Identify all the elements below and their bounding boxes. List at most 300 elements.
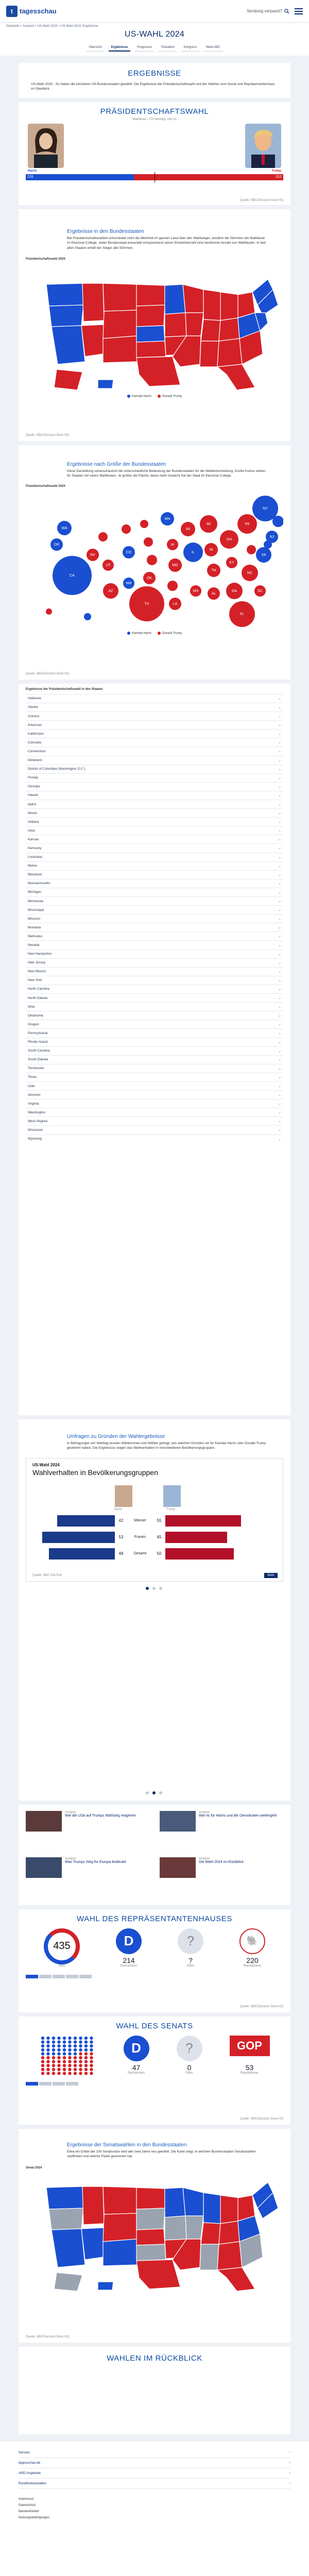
senate-seat bbox=[46, 2040, 49, 2043]
left-name: Harris bbox=[28, 169, 37, 173]
senate-seat bbox=[52, 2037, 55, 2040]
state-name: South Carolina bbox=[28, 1049, 50, 1053]
senate-card bbox=[19, 2016, 290, 2125]
senate-seat bbox=[73, 2067, 76, 2071]
state-name: Utah bbox=[28, 1084, 35, 1088]
chevron-down-icon: ⌄ bbox=[278, 1049, 281, 1053]
dem-survey-bar bbox=[42, 1532, 115, 1543]
state-row[interactable] bbox=[26, 861, 283, 870]
svg-text:MO: MO bbox=[172, 563, 178, 567]
state-name: North Dakota bbox=[28, 996, 48, 1000]
senate-seat bbox=[62, 2072, 65, 2075]
senate-seat bbox=[52, 2060, 55, 2063]
state-name: Washington bbox=[28, 1110, 46, 1114]
survey-heading: Umfragen zu Gründen der Wahlergebnisse bbox=[67, 1433, 165, 1439]
state-row[interactable] bbox=[26, 1125, 283, 1134]
footer-small-links bbox=[19, 2496, 290, 2521]
senate-seat bbox=[90, 2067, 93, 2071]
svg-text:IN: IN bbox=[209, 548, 213, 552]
chevron-down-icon: ⌄ bbox=[278, 882, 281, 886]
state-row[interactable] bbox=[26, 888, 283, 896]
senate-rep: GOP 53 Republikaner bbox=[230, 2036, 270, 2075]
chevron-down-icon: ⌄ bbox=[278, 829, 281, 833]
senate-seat bbox=[57, 2064, 60, 2067]
chevron-down-icon: ⌄ bbox=[278, 926, 281, 930]
dem-bar: 226 bbox=[26, 174, 134, 180]
senate-seat bbox=[41, 2040, 44, 2043]
senate-seat bbox=[52, 2072, 55, 2075]
survey-widget bbox=[26, 1458, 283, 1582]
state-row[interactable] bbox=[26, 853, 283, 861]
senate-seat bbox=[84, 2072, 87, 2075]
state-row[interactable] bbox=[26, 1108, 283, 1116]
chevron-down-icon: ⌄ bbox=[278, 715, 281, 719]
page-header bbox=[0, 29, 309, 56]
state-name: Massachusetts bbox=[28, 882, 50, 886]
senate-seat bbox=[79, 2052, 82, 2055]
tab-results[interactable]: Ergebnisse bbox=[109, 44, 130, 52]
senate-seat bbox=[84, 2064, 87, 2067]
senate-seat bbox=[84, 2052, 87, 2055]
map3-source: Quelle: NBC/Decision Desk HQ bbox=[26, 2335, 70, 2338]
state-name: Iowa bbox=[28, 828, 35, 833]
state-name: Hawaii bbox=[28, 793, 38, 798]
senate-source: Quelle: NBC/Decision Desk HQ bbox=[239, 2117, 283, 2121]
teaser-2[interactable]: Analyse Was Trumps Sieg für Europa bedeutet bbox=[26, 1857, 149, 1899]
state-row[interactable] bbox=[26, 931, 283, 940]
senate-seat bbox=[68, 2040, 71, 2043]
chevron-down-icon: ⌄ bbox=[278, 820, 281, 824]
senate-seat bbox=[68, 2056, 71, 2059]
chevron-down-icon: ⌄ bbox=[278, 873, 281, 877]
map1-intro bbox=[67, 229, 268, 250]
senate-seat bbox=[90, 2072, 93, 2075]
senate-seat bbox=[79, 2040, 82, 2043]
rep-survey-value: 55 bbox=[157, 1518, 162, 1523]
state-row[interactable] bbox=[26, 950, 283, 958]
senate-seat bbox=[90, 2056, 93, 2059]
senate-seat bbox=[41, 2067, 44, 2071]
senate-seat bbox=[68, 2052, 71, 2055]
footer-link-ard[interactable]: ARD Angebote › bbox=[19, 2468, 290, 2479]
survey-card bbox=[19, 1419, 290, 1801]
senate-seat bbox=[52, 2052, 55, 2055]
state-row[interactable] bbox=[26, 1116, 283, 1125]
senate-seat bbox=[46, 2064, 49, 2067]
svg-text:VA: VA bbox=[261, 553, 266, 557]
teaser-grid bbox=[19, 1805, 290, 1905]
chevron-down-icon: ⌄ bbox=[278, 943, 281, 947]
results-text: US-Wahl 2024 - So haben die einzelnen US-Bundesstaaten gewählt. Die Ergebnisse der Präsidentschaftswahl und der Wahlen zum Senat und Repräsentantenhaus im Überblick. bbox=[31, 82, 275, 91]
chevron-down-icon: ⌄ bbox=[278, 917, 281, 921]
senate-seat bbox=[62, 2052, 65, 2055]
survey-intro bbox=[67, 1434, 268, 1451]
state-row[interactable] bbox=[26, 791, 283, 800]
trump-portrait bbox=[245, 124, 281, 168]
state-row[interactable] bbox=[26, 1073, 283, 1081]
svg-text:NV: NV bbox=[90, 553, 95, 557]
state-row[interactable] bbox=[26, 958, 283, 967]
state-row[interactable] bbox=[26, 1011, 283, 1020]
senate-seat bbox=[57, 2044, 60, 2047]
senate-seat bbox=[90, 2052, 93, 2055]
chevron-down-icon: ⌄ bbox=[278, 838, 281, 842]
state-row[interactable] bbox=[26, 1002, 283, 1011]
legend-dem: Kamala Harris bbox=[127, 395, 151, 398]
footer bbox=[0, 2442, 309, 2576]
map2-legend: Kamala Harris Donald Trump bbox=[26, 632, 283, 635]
teaser-1[interactable]: Analyse Wie es für Harris und die Demokraten weitergeht bbox=[160, 1811, 283, 1853]
senate-seat bbox=[52, 2044, 55, 2047]
presidential-card bbox=[19, 102, 290, 205]
dem-survey-bar bbox=[49, 1548, 115, 1560]
senate-seat-grid bbox=[40, 2036, 96, 2077]
survey-row-label: Frauen bbox=[134, 1535, 146, 1539]
state-row[interactable] bbox=[26, 914, 283, 923]
senate-seat bbox=[57, 2040, 60, 2043]
senate-seat bbox=[79, 2056, 82, 2059]
house-filter-buttons[interactable] bbox=[26, 1975, 283, 1978]
review-card bbox=[19, 2347, 290, 2434]
svg-text:TN: TN bbox=[211, 568, 216, 572]
top-bar bbox=[0, 0, 309, 23]
state-row[interactable] bbox=[26, 808, 283, 817]
svg-text:OR: OR bbox=[54, 543, 60, 547]
rep-survey-bar bbox=[165, 1515, 241, 1527]
state-name: Montana bbox=[28, 925, 41, 929]
logo-icon[interactable]: t bbox=[6, 6, 18, 17]
state-row[interactable] bbox=[26, 993, 283, 1002]
senate-seat bbox=[41, 2052, 44, 2055]
state-row[interactable] bbox=[26, 1028, 283, 1037]
chevron-down-icon: ⌄ bbox=[278, 1128, 281, 1132]
senate-seat bbox=[46, 2067, 49, 2071]
senate-seat bbox=[73, 2048, 76, 2051]
map1-source: Quelle: NBC/Decision Desk HQ bbox=[26, 433, 70, 437]
map1-legend bbox=[26, 395, 283, 398]
senate-seat bbox=[62, 2044, 65, 2047]
state-row[interactable] bbox=[26, 1099, 283, 1108]
state-name: Arizona bbox=[28, 714, 40, 718]
senate-seat bbox=[73, 2056, 76, 2059]
state-name: Nebraska bbox=[28, 934, 42, 938]
footer-nutzung[interactable]: Nutzungsbedingungen bbox=[19, 2516, 50, 2519]
logo-text[interactable]: tagesschau bbox=[20, 7, 57, 15]
senate-seat bbox=[68, 2048, 71, 2051]
state-row[interactable] bbox=[26, 729, 283, 738]
us-map[interactable] bbox=[26, 264, 283, 393]
state-row[interactable] bbox=[26, 905, 283, 914]
house-source: Quelle: NBC/Decision Desk HQ bbox=[239, 2005, 283, 2008]
senate-seat bbox=[79, 2048, 82, 2051]
svg-text:AZ: AZ bbox=[108, 589, 113, 593]
footer-impressum[interactable]: Impressum bbox=[19, 2497, 34, 2501]
senate-seat bbox=[73, 2044, 76, 2047]
state-row[interactable] bbox=[26, 738, 283, 747]
state-name: Minnesota bbox=[28, 899, 43, 903]
chevron-down-icon: ⌄ bbox=[278, 846, 281, 851]
state-name: Connecticut bbox=[28, 749, 46, 753]
harris-thumb bbox=[115, 1485, 132, 1507]
senate-seat bbox=[68, 2064, 71, 2067]
map2-text: Diese Darstellung veranschaulicht die unterschiedliche Bedeutung der Bundesstaaten für die Wahlentscheidung. Große Kreise stehen für Staaten mit vielen Wahlleuten. Je größer die Fläche, desto mehr Gewicht hat der Staat im Electoral College. bbox=[67, 469, 266, 478]
svg-text:IA: IA bbox=[170, 543, 175, 547]
chevron-down-icon: ⌄ bbox=[278, 961, 281, 965]
state-name: Idaho bbox=[28, 802, 37, 806]
chevron-down-icon: ⌄ bbox=[278, 811, 281, 816]
chevron-down-icon: ⌄ bbox=[278, 952, 281, 956]
teaser-0[interactable]: Analyse Wie die USA auf Trumps Wahlsieg reagieren bbox=[26, 1811, 149, 1853]
map2-label: Präsidentschaftswahl 2024 bbox=[26, 484, 65, 488]
senate-heading: WAHL DES SENATS bbox=[116, 2021, 193, 2030]
state-row[interactable] bbox=[26, 826, 283, 835]
state-name: Wisconsin bbox=[28, 1128, 43, 1132]
tab-bar bbox=[0, 44, 309, 52]
svg-text:WI: WI bbox=[185, 527, 191, 531]
senate-seat bbox=[46, 2044, 49, 2047]
survey-row-label: Männer bbox=[134, 1519, 146, 1523]
state-map-card bbox=[19, 209, 290, 441]
senate-seat bbox=[68, 2044, 71, 2047]
page-pager[interactable] bbox=[19, 1791, 290, 1794]
state-name: South Dakota bbox=[28, 1058, 48, 1062]
state-name: Wyoming bbox=[28, 1137, 42, 1141]
state-name: Illinois bbox=[28, 811, 38, 815]
survey-box-label: US-Wahl 2024 bbox=[32, 1462, 60, 1467]
senate-seat bbox=[41, 2072, 44, 2075]
chevron-down-icon: ⌄ bbox=[278, 1093, 281, 1097]
state-row[interactable] bbox=[26, 879, 283, 888]
senate-seat bbox=[84, 2067, 87, 2071]
state-row[interactable] bbox=[26, 756, 283, 765]
chevron-down-icon: ⌄ bbox=[278, 758, 281, 762]
senate-seat bbox=[73, 2060, 76, 2063]
survey-row bbox=[32, 1531, 277, 1544]
senate-seat bbox=[79, 2064, 82, 2067]
svg-text:PA: PA bbox=[245, 522, 250, 526]
chevron-down-icon: ⌄ bbox=[278, 1075, 281, 1079]
state-row[interactable] bbox=[26, 1081, 283, 1090]
state-row[interactable] bbox=[26, 835, 283, 843]
senate-seat bbox=[90, 2060, 93, 2063]
rep-survey-bar bbox=[165, 1548, 234, 1560]
senate-dem: D 47 Demokraten bbox=[124, 2036, 149, 2075]
state-name: New Hampshire bbox=[28, 952, 52, 956]
survey-left: Harris bbox=[114, 1507, 122, 1511]
senate-seat bbox=[79, 2072, 82, 2075]
state-row[interactable] bbox=[26, 985, 283, 993]
tab-congress[interactable]: Kongress bbox=[181, 44, 199, 52]
senate-seat bbox=[90, 2037, 93, 2040]
chevron-down-icon: ⌄ bbox=[278, 864, 281, 868]
right-name: Trump bbox=[271, 169, 281, 173]
chevron-down-icon: ⌄ bbox=[278, 1120, 281, 1124]
breadcrumb[interactable]: Startseite > Ausland > US-Wahl 2024 > US-Wahl 2024: Ergebnisse bbox=[0, 23, 309, 29]
chevron-down-icon: ⌄ bbox=[278, 705, 281, 709]
svg-text:GA: GA bbox=[231, 589, 237, 593]
state-name: Kalifornien bbox=[28, 732, 44, 736]
house-dem: D 214 Demokraten bbox=[116, 1928, 142, 1968]
state-row[interactable] bbox=[26, 1055, 283, 1064]
svg-text:AL: AL bbox=[211, 591, 216, 596]
svg-text:MS: MS bbox=[193, 589, 199, 593]
chevron-down-icon: ⌄ bbox=[278, 1058, 281, 1062]
state-row[interactable] bbox=[26, 940, 283, 949]
chevron-down-icon: ⌄ bbox=[278, 1031, 281, 1036]
state-row[interactable] bbox=[26, 773, 283, 782]
senate-seat bbox=[90, 2048, 93, 2051]
senate-seat bbox=[73, 2064, 76, 2067]
chevron-down-icon: ⌄ bbox=[278, 935, 281, 939]
map1-heading: Ergebnisse in den Bundesstaaten bbox=[67, 228, 144, 234]
map3-intro bbox=[67, 2142, 268, 2159]
map3-label: Senat 2024 bbox=[26, 2166, 42, 2170]
footer-link-tagesschau[interactable]: tagesschau.de › bbox=[19, 2458, 290, 2468]
state-name: North Carolina bbox=[28, 987, 49, 991]
state-row[interactable] bbox=[26, 1134, 283, 1143]
state-row[interactable] bbox=[26, 703, 283, 711]
state-row[interactable] bbox=[26, 923, 283, 931]
svg-text:NJ: NJ bbox=[269, 535, 274, 539]
senate-seat bbox=[57, 2056, 60, 2059]
senate-seat bbox=[79, 2067, 82, 2071]
survey-row bbox=[32, 1547, 277, 1561]
state-row[interactable] bbox=[26, 896, 283, 905]
state-row[interactable] bbox=[26, 747, 283, 755]
menu-icon[interactable] bbox=[295, 8, 303, 14]
search-area[interactable] bbox=[247, 9, 289, 14]
svg-text:CA: CA bbox=[70, 573, 75, 578]
svg-text:NC: NC bbox=[247, 571, 253, 575]
state-row[interactable] bbox=[26, 843, 283, 852]
chevron-down-icon: ⌄ bbox=[278, 803, 281, 807]
state-row[interactable] bbox=[26, 765, 283, 773]
tab-overview[interactable]: Übersicht bbox=[86, 44, 104, 52]
senate-seat bbox=[41, 2037, 44, 2040]
results-heading: ERGEBNISSE bbox=[128, 69, 181, 78]
state-row[interactable] bbox=[26, 720, 283, 729]
svg-text:UT: UT bbox=[106, 563, 111, 567]
svg-text:NY: NY bbox=[263, 506, 268, 511]
svg-text:WA: WA bbox=[61, 526, 67, 530]
chevron-down-icon: ⌄ bbox=[278, 723, 281, 727]
state-name: New York bbox=[28, 978, 42, 982]
state-row[interactable] bbox=[26, 711, 283, 720]
svg-text:CO: CO bbox=[126, 550, 132, 554]
state-row[interactable] bbox=[26, 967, 283, 976]
footer-link-service[interactable]: Service › bbox=[19, 2448, 290, 2458]
survey-more-button[interactable]: Mehr bbox=[264, 1573, 278, 1578]
chevron-down-icon: ⌄ bbox=[278, 1102, 281, 1106]
state-row[interactable] bbox=[26, 800, 283, 808]
state-name: Oklahoma bbox=[28, 1013, 43, 1018]
senate-seat bbox=[41, 2064, 44, 2067]
tab-forecasts[interactable]: Prognosen bbox=[134, 44, 154, 52]
map3-heading: Ergebnisse der Senatswahlen in den Bundesstaaten bbox=[67, 2142, 187, 2148]
teaser-3[interactable]: Analyse Die Wahl 2024 im Rückblick bbox=[160, 1857, 283, 1899]
tab-president[interactable]: Präsident bbox=[159, 44, 177, 52]
senate-seat bbox=[84, 2040, 87, 2043]
senate-seat bbox=[68, 2037, 71, 2040]
state-row[interactable] bbox=[26, 817, 283, 826]
senate-seat bbox=[79, 2060, 82, 2063]
tab-abc[interactable]: Wahl-ABC bbox=[203, 44, 223, 52]
senate-seat bbox=[62, 2048, 65, 2051]
state-row[interactable] bbox=[26, 870, 283, 879]
results-intro bbox=[19, 63, 290, 98]
chevron-down-icon: ⌄ bbox=[278, 1005, 281, 1009]
footer-datenschutz[interactable]: Datenschutz bbox=[19, 2503, 36, 2507]
senate-map[interactable] bbox=[26, 2170, 283, 2296]
dem-survey-value: 48 bbox=[118, 1551, 124, 1556]
state-row[interactable] bbox=[26, 694, 283, 703]
senate-seat bbox=[84, 2044, 87, 2047]
senate-seat bbox=[41, 2060, 44, 2063]
state-row[interactable] bbox=[26, 1038, 283, 1046]
senate-seat bbox=[62, 2040, 65, 2043]
survey-pager[interactable] bbox=[26, 1587, 283, 1590]
chevron-down-icon: ⌄ bbox=[278, 1084, 281, 1089]
state-name: Maine bbox=[28, 864, 37, 868]
senate-seat bbox=[73, 2052, 76, 2055]
senate-map-card bbox=[19, 2129, 290, 2343]
bubble-map-card bbox=[19, 445, 290, 680]
state-name: Mississippi bbox=[28, 908, 44, 912]
senate-seat bbox=[41, 2044, 44, 2047]
state-name: Kansas bbox=[28, 837, 39, 841]
senate-seat bbox=[90, 2064, 93, 2067]
state-name: Arkansas bbox=[28, 723, 42, 727]
state-row[interactable] bbox=[26, 976, 283, 985]
chevron-down-icon: ⌄ bbox=[278, 970, 281, 974]
senate-seat bbox=[52, 2067, 55, 2071]
dem-survey-bar bbox=[57, 1515, 115, 1527]
chevron-down-icon: ⌄ bbox=[278, 987, 281, 991]
chevron-down-icon: ⌄ bbox=[278, 785, 281, 789]
survey-box-title: Wahlverhalten in Bevölkerungsgruppen bbox=[32, 1468, 158, 1477]
footer-barrierefreiheit[interactable]: Barrierefreiheit bbox=[19, 2510, 39, 2513]
senate-seat bbox=[46, 2060, 49, 2063]
state-name: Oregon bbox=[28, 1022, 39, 1026]
review-heading: WAHLEN IM RÜCKBLICK bbox=[107, 2353, 202, 2363]
state-row[interactable] bbox=[26, 1090, 283, 1099]
chevron-down-icon: ⌄ bbox=[278, 732, 281, 736]
state-list bbox=[26, 694, 283, 1143]
footer-link-broadcasters[interactable]: Rundfunkanstalten › bbox=[19, 2479, 290, 2489]
chevron-down-icon: ⌄ bbox=[278, 1014, 281, 1018]
state-name: Pennsylvania bbox=[28, 1031, 48, 1035]
majority-line bbox=[154, 172, 155, 182]
state-row[interactable] bbox=[26, 782, 283, 791]
senate-seat bbox=[90, 2044, 93, 2047]
svg-text:SC: SC bbox=[258, 589, 263, 593]
senate-filter-buttons[interactable] bbox=[26, 2082, 283, 2086]
map2-source: Quelle: NBC/Decision Desk HQ bbox=[26, 672, 70, 675]
state-row[interactable] bbox=[26, 1020, 283, 1028]
svg-text:KY: KY bbox=[229, 561, 234, 565]
state-name: Ohio bbox=[28, 1005, 35, 1009]
senate-seat bbox=[52, 2040, 55, 2043]
map3-text: Etwa ein Drittel der 100 Senatssitze wird alle zwei Jahre neu gewählt. Die Karte zeigt, in welchen Bundesstaaten Senatswahlen stattfinden und welche Partei gewonnen hat. bbox=[67, 2149, 256, 2159]
bubble-map[interactable] bbox=[26, 488, 283, 630]
state-row[interactable] bbox=[26, 1064, 283, 1073]
search-icon bbox=[284, 9, 289, 14]
map2-heading: Ergebnisse nach Größe der Bundesstaaten bbox=[67, 461, 166, 467]
senate-seat bbox=[46, 2037, 49, 2040]
state-row[interactable] bbox=[26, 1046, 283, 1055]
page-title: US-WAHL 2024 bbox=[124, 30, 185, 39]
state-name: Missouri bbox=[28, 917, 41, 921]
